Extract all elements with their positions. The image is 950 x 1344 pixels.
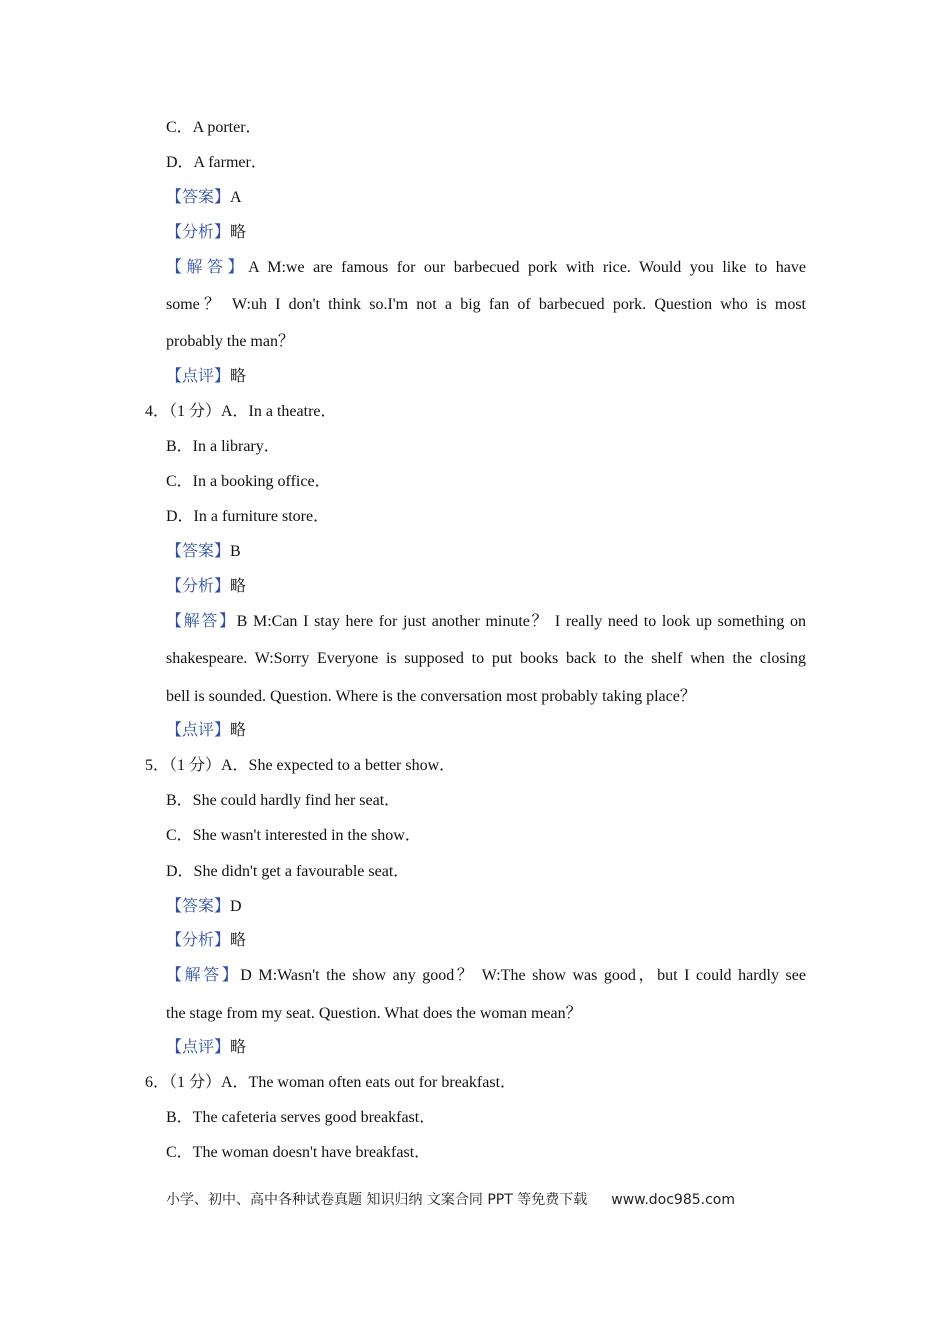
- q5-solution-line-1: [166, 965, 806, 987]
- answer-value: D: [230, 898, 242, 915]
- q3-analysis: [166, 222, 246, 244]
- q4-solution-line-3: bell is sounded. Question. Where is the conversation most probably taking place？: [166, 688, 696, 705]
- q3-option-d: D．A farmer．: [166, 154, 267, 171]
- solution-text: A M:we are famous for our barbecued pork with rice. Would you like to have: [248, 259, 806, 276]
- footer-url[interactable]: www.doc985.com: [611, 1192, 735, 1208]
- q5-analysis: [166, 930, 246, 952]
- footer-text: 小学、初中、高中各种试卷真题 知识归纳 文案合同 PPT 等免费下载: [166, 1192, 588, 1208]
- analysis-value: 略: [230, 932, 247, 949]
- analysis-value: 略: [230, 578, 247, 595]
- q3-solution-line-1: [166, 257, 806, 279]
- analysis-value: 略: [230, 224, 247, 241]
- q3-answer: [166, 187, 242, 209]
- answer-value: B: [230, 543, 241, 560]
- comment-value: 略: [230, 368, 247, 385]
- q3-solution-line-2: some？ W:uh I don't think so.I'm not a big fan of barbecued pork. Question who is most: [166, 296, 806, 313]
- q6-header: 6．（1 分）A．The woman often eats out for breakfast．: [145, 1074, 517, 1091]
- comment-tag: 【点评】: [166, 1039, 231, 1056]
- q5-option-d: D．She didn't get a favourable seat．: [166, 863, 410, 880]
- solution-tag: 【解答】: [166, 613, 237, 630]
- q5-answer: [166, 896, 242, 918]
- q4-analysis: [166, 576, 246, 598]
- comment-tag: 【点评】: [166, 368, 231, 385]
- q4-solution-line-2: shakespeare. W:Sorry Everyone is supposed to put books back to the shelf when the closing: [166, 650, 806, 667]
- analysis-tag: 【分析】: [166, 932, 231, 949]
- q4-option-c: C．In a booking office．: [166, 473, 331, 490]
- q6-option-c: C．The woman doesn't have breakfast．: [166, 1144, 431, 1161]
- q4-solution-line-1: [166, 611, 806, 633]
- comment-tag: 【点评】: [166, 722, 231, 739]
- comment-value: 略: [230, 722, 247, 739]
- solution-tag: 【解答】: [166, 967, 241, 984]
- page-footer: [166, 1189, 735, 1209]
- answer-value: A: [230, 189, 242, 206]
- q6-option-b: B．The cafeteria serves good breakfast．: [166, 1109, 436, 1126]
- answer-tag: 【答案】: [166, 189, 231, 206]
- q4-option-d: D．In a furniture store．: [166, 508, 330, 525]
- comment-value: 略: [230, 1039, 247, 1056]
- q3-comment: [166, 366, 246, 388]
- answer-tag: 【答案】: [166, 898, 231, 915]
- q5-option-b: B．She could hardly find her seat．: [166, 792, 401, 809]
- q4-comment: [166, 720, 246, 742]
- analysis-tag: 【分析】: [166, 224, 231, 241]
- q5-solution-line-2: the stage from my seat. Question. What does the woman mean？: [166, 1005, 582, 1022]
- solution-text: D M:Wasn't the show any good？ W:The show was good，but I could hardly see: [240, 967, 806, 984]
- q4-option-b: B．In a library．: [166, 438, 280, 455]
- q3-option-c: C．A porter．: [166, 119, 262, 136]
- solution-text: B M:Can I stay here for just another minute？ I really need to look up something on: [236, 613, 806, 630]
- q4-header: 4．（1 分）A．In a theatre．: [145, 403, 337, 420]
- q5-header: 5．（1 分）A．She expected to a better show．: [145, 757, 456, 774]
- q5-option-c: C．She wasn't interested in the show．: [166, 827, 421, 844]
- q5-comment: [166, 1037, 246, 1059]
- q3-solution-line-3: probably the man？: [166, 333, 294, 350]
- solution-tag: 【解答】: [166, 259, 249, 276]
- q4-answer: [166, 541, 241, 563]
- answer-tag: 【答案】: [166, 543, 231, 560]
- analysis-tag: 【分析】: [166, 578, 231, 595]
